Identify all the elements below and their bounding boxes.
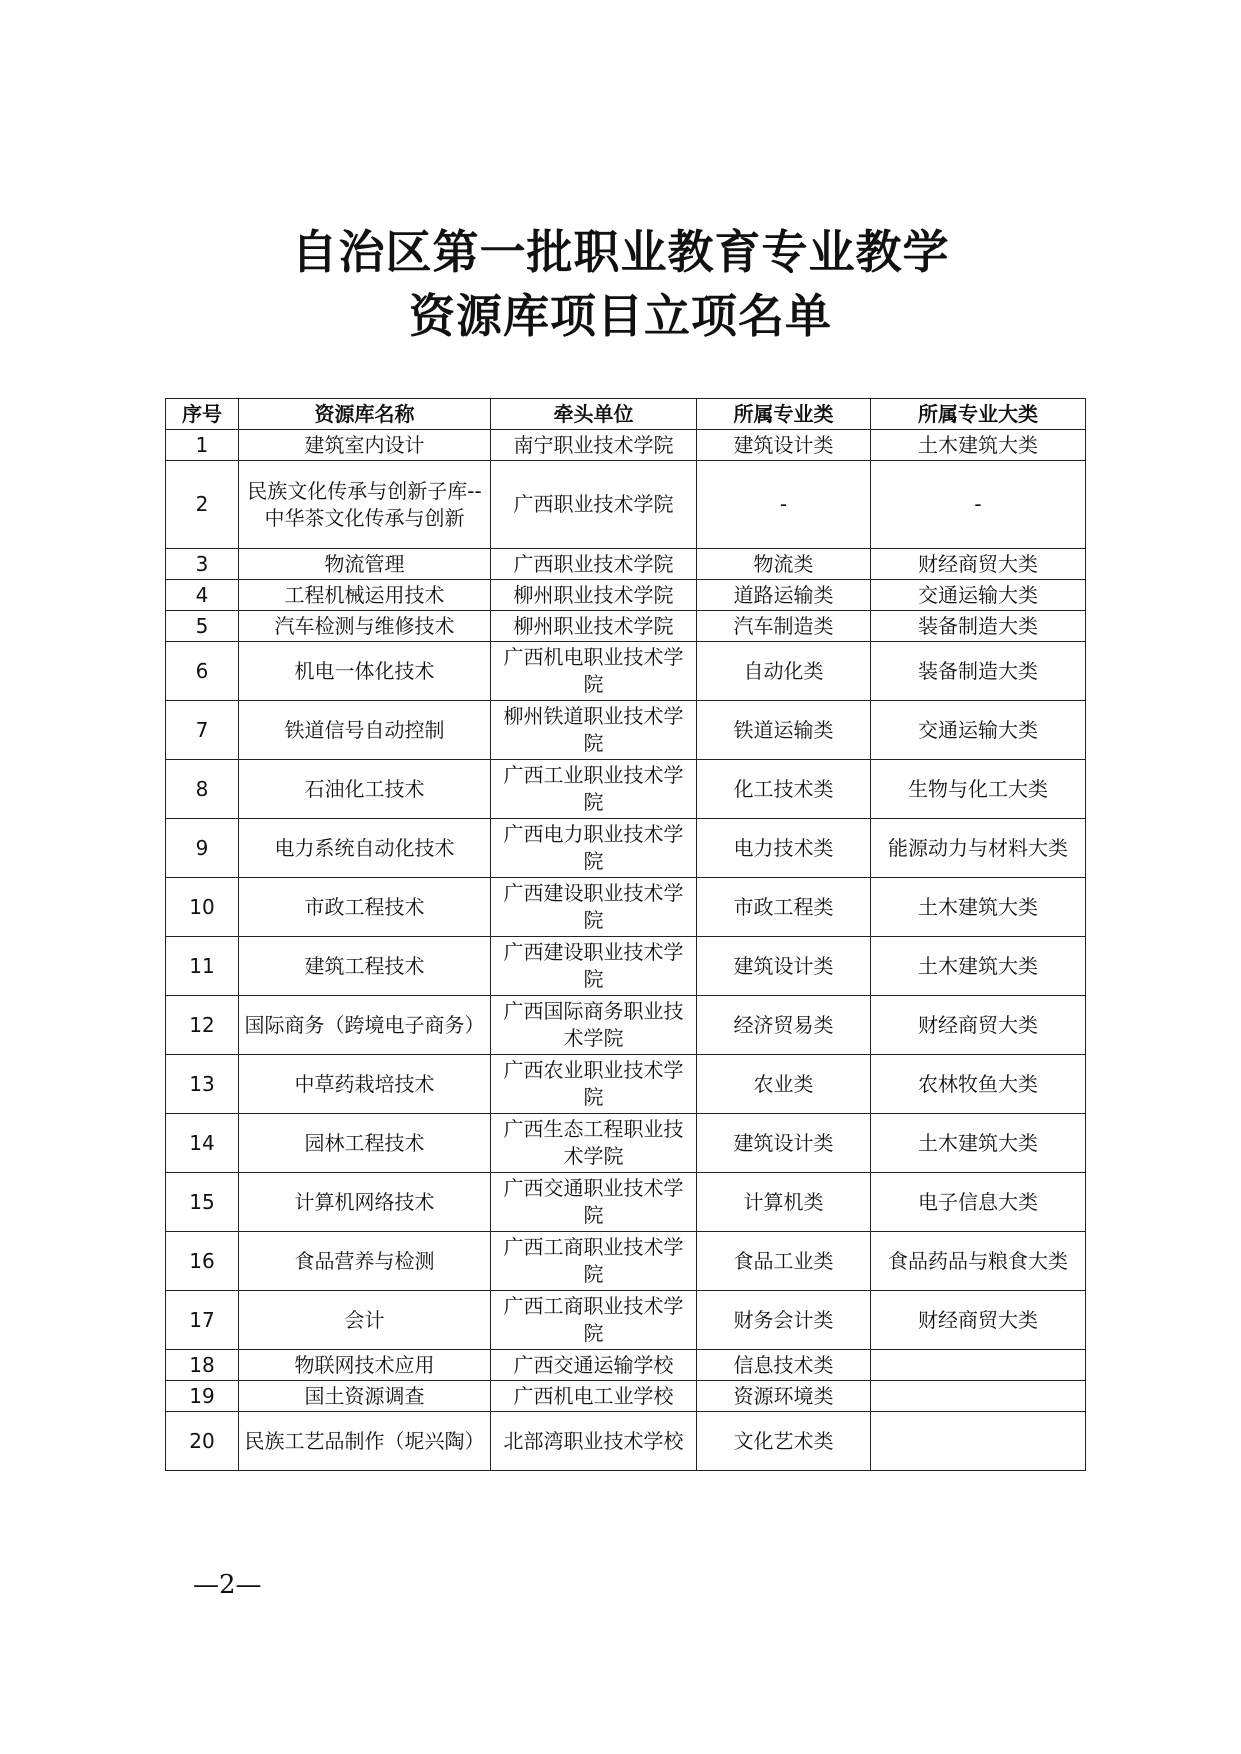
cell-serial-number: 7: [166, 701, 239, 760]
page-number: —2—: [193, 1570, 262, 1600]
cell-category: 化工技术类: [697, 760, 871, 819]
cell-major-category: 土木建筑大类: [871, 1114, 1086, 1173]
cell-resource-name: 国际商务（跨境电子商务）: [239, 996, 491, 1055]
cell-serial-number: 8: [166, 760, 239, 819]
cell-category: 市政工程类: [697, 878, 871, 937]
cell-resource-name: 会计: [239, 1291, 491, 1350]
cell-serial-number: 9: [166, 819, 239, 878]
table-row: [166, 642, 1086, 701]
cell-category: 电力技术类: [697, 819, 871, 878]
cell-lead-unit: 广西电力职业技术学院: [491, 819, 697, 878]
header-major-category: 所属专业大类: [871, 399, 1086, 430]
cell-resource-name: 汽车检测与维修技术: [239, 611, 491, 642]
table-row: [166, 1055, 1086, 1114]
cell-major-category: 装备制造大类: [871, 611, 1086, 642]
cell-lead-unit: 柳州职业技术学院: [491, 611, 697, 642]
table-row: [166, 430, 1086, 461]
table-row: [166, 1291, 1086, 1350]
cell-major-category: [871, 1350, 1086, 1381]
cell-lead-unit: 广西工商职业技术学院: [491, 1291, 697, 1350]
table-row: [166, 1412, 1086, 1471]
cell-lead-unit: 广西职业技术学院: [491, 549, 697, 580]
cell-major-category: 交通运输大类: [871, 580, 1086, 611]
cell-category: 汽车制造类: [697, 611, 871, 642]
cell-serial-number: 6: [166, 642, 239, 701]
table-row: [166, 760, 1086, 819]
cell-resource-name: 物流管理: [239, 549, 491, 580]
table-row: [166, 1232, 1086, 1291]
cell-lead-unit: 广西生态工程职业技术学院: [491, 1114, 697, 1173]
cell-resource-name: 中草药栽培技术: [239, 1055, 491, 1114]
table-row: [166, 937, 1086, 996]
cell-resource-name: 建筑室内设计: [239, 430, 491, 461]
cell-major-category: 交通运输大类: [871, 701, 1086, 760]
cell-serial-number: 15: [166, 1173, 239, 1232]
table-row: [166, 1350, 1086, 1381]
cell-resource-name: 电力系统自动化技术: [239, 819, 491, 878]
cell-resource-name: 铁道信号自动控制: [239, 701, 491, 760]
header-lead-unit: 牵头单位: [491, 399, 697, 430]
document-title-line-1: 自治区第一批职业教育专业教学: [291, 225, 950, 279]
cell-category: 建筑设计类: [697, 937, 871, 996]
cell-lead-unit: 广西国际商务职业技术学院: [491, 996, 697, 1055]
cell-resource-name: 物联网技术应用: [239, 1350, 491, 1381]
cell-resource-name: 国土资源调查: [239, 1381, 491, 1412]
cell-serial-number: 5: [166, 611, 239, 642]
cell-serial-number: 3: [166, 549, 239, 580]
cell-major-category: 电子信息大类: [871, 1173, 1086, 1232]
cell-category: -: [697, 461, 871, 549]
cell-major-category: 农林牧鱼大类: [871, 1055, 1086, 1114]
cell-major-category: 财经商贸大类: [871, 996, 1086, 1055]
cell-lead-unit: 广西交通职业技术学院: [491, 1173, 697, 1232]
cell-lead-unit: 广西工商职业技术学院: [491, 1232, 697, 1291]
cell-major-category: 能源动力与材料大类: [871, 819, 1086, 878]
cell-major-category: 土木建筑大类: [871, 430, 1086, 461]
cell-serial-number: 2: [166, 461, 239, 549]
table-body: [166, 430, 1086, 1471]
table-row: [166, 1381, 1086, 1412]
cell-lead-unit: 广西机电职业技术学院: [491, 642, 697, 701]
cell-serial-number: 1: [166, 430, 239, 461]
header-serial-number: 序号: [166, 399, 239, 430]
table-row: [166, 549, 1086, 580]
cell-category: 建筑设计类: [697, 1114, 871, 1173]
cell-major-category: [871, 1381, 1086, 1412]
cell-resource-name: 工程机械运用技术: [239, 580, 491, 611]
cell-major-category: -: [871, 461, 1086, 549]
cell-category: 道路运输类: [697, 580, 871, 611]
cell-lead-unit: 广西职业技术学院: [491, 461, 697, 549]
cell-lead-unit: 广西交通运输学校: [491, 1350, 697, 1381]
cell-resource-name: 民族工艺品制作（坭兴陶）: [239, 1412, 491, 1471]
cell-serial-number: 13: [166, 1055, 239, 1114]
table-header-row: [166, 399, 1086, 430]
cell-category: 资源环境类: [697, 1381, 871, 1412]
cell-resource-name: 建筑工程技术: [239, 937, 491, 996]
cell-lead-unit: 广西建设职业技术学院: [491, 937, 697, 996]
cell-resource-name: 食品营养与检测: [239, 1232, 491, 1291]
cell-resource-name: 计算机网络技术: [239, 1173, 491, 1232]
cell-category: 铁道运输类: [697, 701, 871, 760]
header-resource-name: 资源库名称: [239, 399, 491, 430]
table-row: [166, 819, 1086, 878]
cell-resource-name: 机电一体化技术: [239, 642, 491, 701]
cell-lead-unit: 广西机电工业学校: [491, 1381, 697, 1412]
cell-category: 财务会计类: [697, 1291, 871, 1350]
cell-serial-number: 12: [166, 996, 239, 1055]
document-title-line-2: 资源库项目立项名单: [409, 289, 832, 343]
cell-serial-number: 17: [166, 1291, 239, 1350]
project-list-table: [165, 398, 1086, 1471]
cell-resource-name: 园林工程技术: [239, 1114, 491, 1173]
cell-category: 自动化类: [697, 642, 871, 701]
cell-serial-number: 11: [166, 937, 239, 996]
cell-lead-unit: 广西工业职业技术学院: [491, 760, 697, 819]
cell-category: 信息技术类: [697, 1350, 871, 1381]
cell-lead-unit: 柳州铁道职业技术学院: [491, 701, 697, 760]
table-row: [166, 1173, 1086, 1232]
cell-category: 文化艺术类: [697, 1412, 871, 1471]
cell-resource-name: 石油化工技术: [239, 760, 491, 819]
cell-major-category: 装备制造大类: [871, 642, 1086, 701]
cell-serial-number: 20: [166, 1412, 239, 1471]
table-row: [166, 996, 1086, 1055]
cell-serial-number: 16: [166, 1232, 239, 1291]
cell-category: 计算机类: [697, 1173, 871, 1232]
cell-category: 农业类: [697, 1055, 871, 1114]
cell-category: 建筑设计类: [697, 430, 871, 461]
header-category: 所属专业类: [697, 399, 871, 430]
cell-serial-number: 19: [166, 1381, 239, 1412]
cell-major-category: 食品药品与粮食大类: [871, 1232, 1086, 1291]
cell-resource-name: 民族文化传承与创新子库--中华茶文化传承与创新: [239, 461, 491, 549]
cell-resource-name: 市政工程技术: [239, 878, 491, 937]
cell-lead-unit: 广西建设职业技术学院: [491, 878, 697, 937]
cell-major-category: 财经商贸大类: [871, 549, 1086, 580]
table-row: [166, 580, 1086, 611]
cell-category: 食品工业类: [697, 1232, 871, 1291]
table-row: [166, 461, 1086, 549]
cell-major-category: 财经商贸大类: [871, 1291, 1086, 1350]
cell-major-category: 土木建筑大类: [871, 937, 1086, 996]
table-row: [166, 701, 1086, 760]
cell-serial-number: 18: [166, 1350, 239, 1381]
cell-category: 经济贸易类: [697, 996, 871, 1055]
cell-lead-unit: 南宁职业技术学院: [491, 430, 697, 461]
cell-category: 物流类: [697, 549, 871, 580]
cell-serial-number: 4: [166, 580, 239, 611]
table-row: [166, 1114, 1086, 1173]
cell-serial-number: 10: [166, 878, 239, 937]
cell-major-category: 生物与化工大类: [871, 760, 1086, 819]
cell-lead-unit: 柳州职业技术学院: [491, 580, 697, 611]
cell-major-category: [871, 1412, 1086, 1471]
table-row: [166, 878, 1086, 937]
table-row: [166, 611, 1086, 642]
cell-lead-unit: 北部湾职业技术学校: [491, 1412, 697, 1471]
cell-serial-number: 14: [166, 1114, 239, 1173]
cell-lead-unit: 广西农业职业技术学院: [491, 1055, 697, 1114]
cell-major-category: 土木建筑大类: [871, 878, 1086, 937]
